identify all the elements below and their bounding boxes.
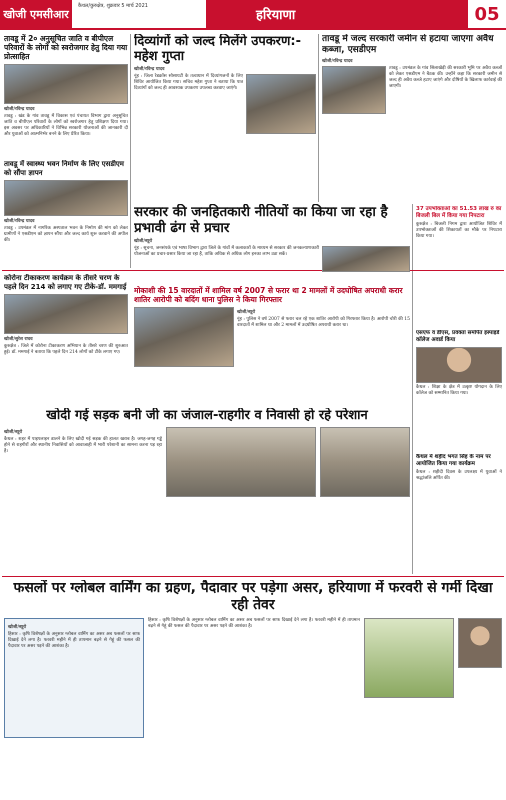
section-title: हरियाणा [206,0,466,28]
story-photo [166,427,316,497]
byline: खोजी/रविन्द्र यादव [4,219,35,224]
story-body: नूंह : पुलिस ने वर्ष 2007 से फरार चल रहे एक शातिर आरोपी को गिरफ्तार किया है। आरोपी चोरी की 15 वारदातों में शामिल था और 2 मामलों में उदघोषित अपराधी करार था। [237,317,410,328]
headline: दिव्यांगों को जल्द मिलेंगे उपकरण:- महेश गुप्ता [134,34,301,64]
headline: तावडू में 2० अनुसूचित जाति व बीपीएल परिवारों के लोगों को स्वरोजगार हेतु दिया गया प्रोत्साहित [4,34,128,61]
masthead [0,0,506,30]
edition-meta: कैथल/कुरुक्षेत्र, शुक्रवार 5 मार्च 2021 [78,3,148,9]
headline: खोदी गई सड़क बनी जी का जंजाल-राहगीर व निवासी हो रहे परेशान [46,408,368,423]
story-body: कुरुक्षेत्र : जिले में कोरोना टीकाकरण अभियान के तीसरे चरण की शुरुआत हुई। डॉ. ममगाई ने बताया कि पहले दिन 214 लोगों को टीके लगाए गए। [4,344,128,355]
story-bhagat-singh [416,454,502,572]
story-body: तावडू : उपमंडल के गांव सिलाखेड़ी की सरकारी भूमि पर अवैध कब्जों को लेकर एसडीएम ने बैठक की। उन्होंने कहा कि सरकारी जमीन से जल्द ही अवैध कब्जे हटाए जाएंगे और दोषियों के खिलाफ कार्रवाई की जाएगी। [389,66,502,89]
story-photo [246,74,316,134]
story-body: कैथल : शहर में पाइपलाइन डालने के लिए खोदी गई सड़क की हालत खराब है। जगह-जगह गड्ढे होने से राहगीरों और स्थानीय निवासियों को आवाजाही में भारी परेशानी का सामना करना पड़ रहा है। [4,437,162,454]
story-health-memorandum [4,160,128,268]
story-arrest [134,286,410,404]
headline: कैथल में शहीद भगत सिंह के नाम पर आयोजित किया गया कार्यक्रम [416,454,491,467]
story-vaccination [4,274,128,422]
story-body: कैथल : शहीदी दिवस के उपलक्ष्य में युवाओं ने श्रद्धांजलि अर्पित की। [416,470,502,481]
story-photo [4,294,128,334]
newspaper-brand: खोजी एमसीआर [0,0,72,28]
story-divyang-equipment [134,34,316,202]
headline: तावडू में जल्द सरकारी जमीन से हटाया जाएगा अवैध कब्जा, एसडीएम [322,34,494,55]
byline: खोजी/ब्यूरो [4,430,23,435]
story-college-award [416,330,502,450]
headline: फसलों पर ग्लोबल वार्मिंग का ग्रहण, पैदावार पर पड़ेगा असर, हरियाणा में फरवरी से गर्मी दिखा रही तेवर [13,580,493,613]
headline: सरकार की जनहितकारी नीतियों का किया जा रहा है प्रभावी ढंग से प्रचार [134,204,388,236]
story-dug-road [4,408,410,574]
story-body: हिसार : कृषि विशेषज्ञों के अनुसार ग्लोबल वार्मिंग का असर अब फसलों पर साफ दिखाई देने लगा है। फरवरी महीने में ही तापमान बढ़ने से गेहूं की फसल की पैदावार पर असर पड़ने की आशंका है। [8,632,140,649]
page-number: 05 [466,0,506,28]
column-divider [130,34,131,268]
byline: खोजी/ब्यूरो [134,239,153,244]
story-body: नूंह : जिला रेडक्रॉस सोसायटी के तत्वाधान में दिव्यांगजनों के लिए शिविर आयोजित किया गया। सचिव महेश गुप्ता ने बताया कि पात्र दिव्यांगों को जल्द ही आवश्यक उपकरण उपलब्ध करवाए जाएंगे। [134,74,243,91]
byline: खोजी/रविन्द्र यादव [322,59,353,64]
story-photo [364,618,454,698]
story-photo [322,246,410,272]
story-body: नूंह : सूचना, जनसंपर्क एवं भाषा विभाग द्वारा जिले के गांवों में कलाकारों के माध्यम से सरकार की जनकल्याणकारी योजनाओं का प्रचार-प्रसार किया जा रहा है, ताकि अधिक से अधिक लोग इनका लाभ उठा सकें। [134,246,319,257]
story-photo [4,180,128,216]
story-electricity-bills [416,206,502,326]
column-divider [412,204,413,574]
story-photo [416,347,502,383]
story-photo [322,66,386,114]
headline: मोकाशी की 15 वारदातों में शामिल वर्ष 2007 से फरार था 2 मामलों में उदघोषित अपराधी करार शातिर आरोपी को बदिंग धाना पुलिस ने किया गिरफ्तार [134,286,403,304]
headline: एसएफ व डीएस, प्रवक्ता समर्पित इंस्पाइर्ड कॉलेज अवार्ड किया [416,330,500,343]
byline: खोजी/ब्यूरो [8,625,27,630]
story-body: कुरुक्षेत्र : बिजली निगम द्वारा आयोजित शिविर में उपभोक्ताओं की शिकायतों का मौके पर निपटारा किया गया। [416,222,502,239]
story-illegal-encroachment [322,34,502,202]
byline: खोजी/रविन्द्र यादव [134,67,165,72]
byline: खोजी/रविन्द्र यादव [4,107,35,112]
story-govt-policies [134,204,410,282]
story-photo [4,64,128,104]
byline: खोजी/ब्यूरो [237,310,256,315]
story-body: तावडू : उपमंडल में नागरिक अस्पताल भवन के निर्माण की मांग को लेकर ग्रामीणों ने एसडीएम को ज्ञापन सौंपा और जल्द कार्य शुरू करवाने की अपील की। [4,226,128,243]
story-body: तावडू : खंड के गांव तावडू में विकास एवं पंचायत विभाग द्वारा अनुसूचित जाति व बीपीएल परिवारों के लोगों को स्वरोजगार हेतु प्रशिक्षण दिया गया। इस अवसर पर अधिकारियों ने विभिन्न सरकारी योजनाओं की जानकारी दी और युवाओं को आत्मनिर्भर बनने के लिए प्रेरित किया। [4,114,128,137]
expert-portrait [458,618,502,668]
story-photo [134,307,234,367]
story-scst-training [4,34,128,158]
section-divider [2,576,504,577]
headline: तावडू में स्वास्थ्य भवन निर्माण के लिए एसडीएम को सौंपा ज्ञापन [4,160,124,177]
story-global-warming [4,580,502,796]
column-divider [318,34,319,202]
story-photo [320,427,410,497]
headline: 37 उपभोक्ताओं का 51.53 लाख रु का बिजली बिल में किया गया निपटारा [416,206,502,219]
byline: खोजी/सुरेश राघव [4,337,33,342]
headline: कोरोना टीकाकरण कार्यक्रम के तीसरे चरण के पहले दिन 214 को लगाए गए टीके-डॉ. ममगाई [4,274,127,291]
story-body: कैथल : शिक्षा के क्षेत्र में उत्कृष्ट योगदान के लिए कॉलेज को सम्मानित किया गया। [416,385,502,396]
highlight-box [4,618,144,738]
story-body-continued: हिसार : कृषि विशेषज्ञों के अनुसार ग्लोबल वार्मिंग का असर अब फसलों पर साफ दिखाई देने लगा है। फरवरी महीने में ही तापमान बढ़ने से गेहूं की फसल की पैदावार पर असर पड़ने की आशंका है। [148,618,360,629]
